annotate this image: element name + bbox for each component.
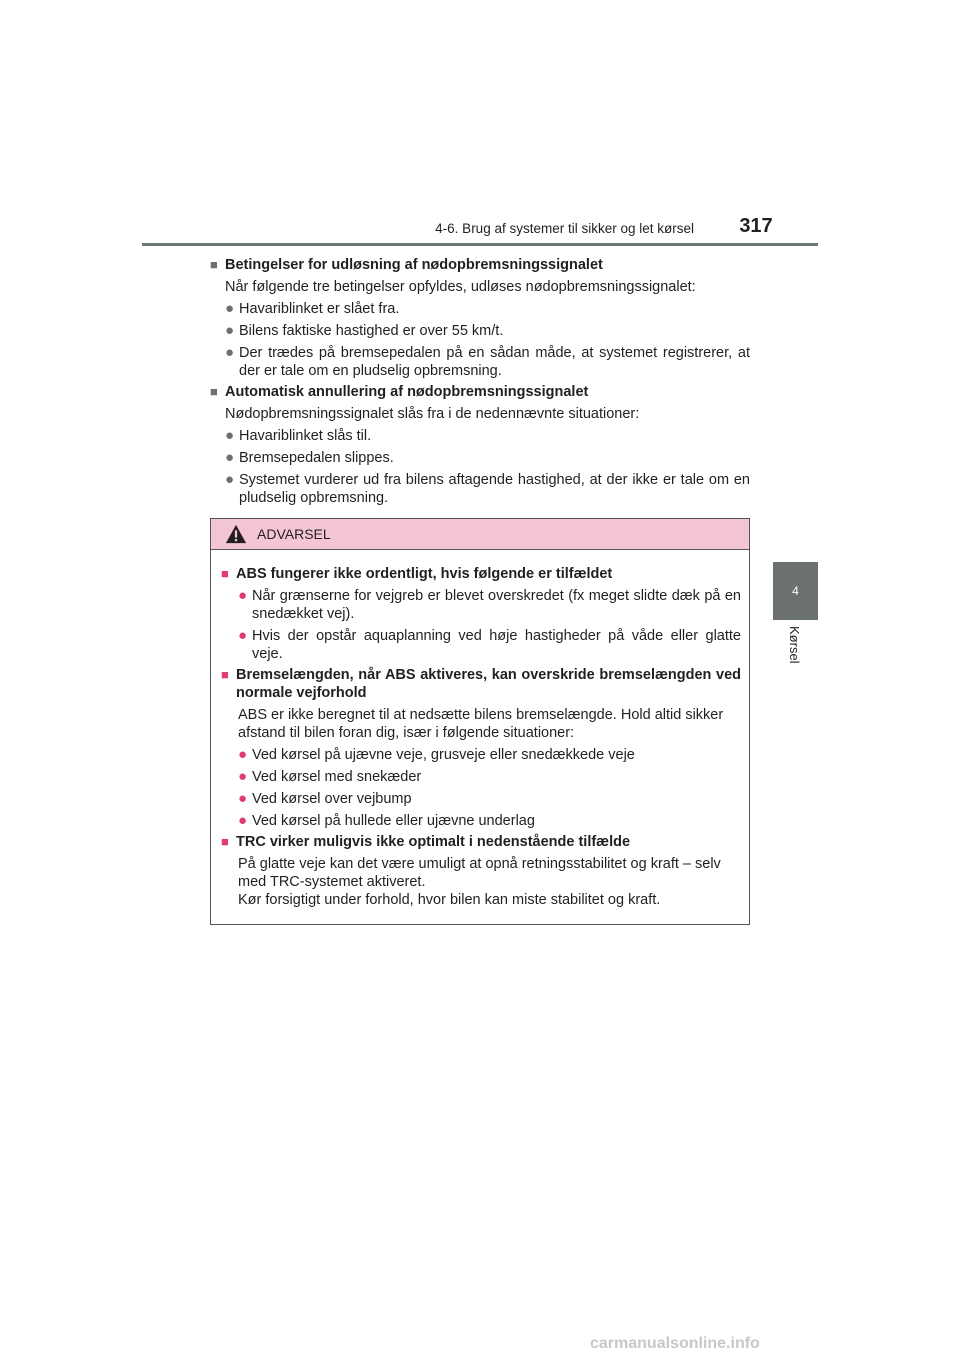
page-number: 317 <box>739 215 773 237</box>
list-item: ● Hvis der opstår aquaplanning ved høje hastigheder på våde eller glatte veje. <box>238 627 741 662</box>
circle-bullet-icon: ● <box>225 427 235 444</box>
circle-bullet-icon: ● <box>225 449 235 466</box>
circle-bullet-icon: ● <box>225 471 235 488</box>
list-item: ● Systemet vurderer ud fra bilens aftagende hastighed, at der ikke er tale om en pludselig opbremsning. <box>225 471 750 506</box>
list-item: ● Ved kørsel med snekæder <box>238 768 422 785</box>
warning-header <box>211 519 749 550</box>
circle-bullet-icon: ● <box>225 344 235 361</box>
circle-bullet-icon: ● <box>238 746 248 763</box>
circle-bullet-icon: ● <box>238 790 248 807</box>
list-item: ● Ved kørsel på hullede eller ujævne underlag <box>238 812 535 829</box>
circle-bullet-icon: ● <box>225 300 235 317</box>
list-item: ● Ved kørsel over vejbump <box>238 790 412 807</box>
square-bullet-icon: ■ <box>210 384 218 399</box>
list-item: ● Der trædes på bremsepedalen på en sådan måde, at systemet registrerer, at der er tale om en pludselig opbremsning. <box>225 344 750 379</box>
warning-title: ADVARSEL <box>257 526 331 542</box>
paragraph: Når følgende tre betingelser opfyldes, udløses nødopbremsningssignalet: <box>225 279 696 295</box>
circle-bullet-icon: ● <box>238 812 248 829</box>
list-item: ● Ved kørsel på ujævne veje, grusveje eller snedækkede veje <box>238 746 635 763</box>
warning-body <box>211 550 749 909</box>
paragraph: Nødopbremsningssignalet slås fra i de nedennævnte situationer: <box>225 406 640 422</box>
list-item: ● Når grænserne for vejgreb er blevet overskredet (fx meget slidte dæk på en snedækket vej). <box>238 587 741 622</box>
main-content <box>210 253 750 507</box>
header-divider <box>142 243 818 246</box>
square-bullet-icon: ■ <box>221 667 229 682</box>
circle-bullet-icon: ● <box>238 768 248 785</box>
paragraph: Kør forsigtigt under forhold, hvor bilen kan miste stabilitet og kraft. <box>238 892 661 908</box>
section-title: 4-6. Brug af systemer til sikker og let kørsel <box>435 221 694 236</box>
section-heading: ■ Automatisk annullering af nødopbremsningssignalet <box>210 384 589 400</box>
square-bullet-icon: ■ <box>221 566 229 581</box>
square-bullet-icon: ■ <box>210 257 218 272</box>
warning-box <box>210 518 750 925</box>
warning-heading: ■ ABS fungerer ikke ordentligt, hvis følgende er tilfældet <box>221 566 613 582</box>
square-bullet-icon: ■ <box>221 834 229 849</box>
circle-bullet-icon: ● <box>238 587 248 604</box>
list-item: ● Bilens faktiske hastighed er over 55 km/t. <box>225 322 504 339</box>
paragraph: ABS er ikke beregnet til at nedsætte bilens bremselængde. Hold altid sikker afstand til bilen foran dig, især i følgende situationer: <box>238 707 724 741</box>
list-item: ● Havariblinket slås til. <box>225 427 372 444</box>
list-item: ● Havariblinket er slået fra. <box>225 300 400 317</box>
circle-bullet-icon: ● <box>225 322 235 339</box>
section-heading: ■ Betingelser for udløsning af nødopbremsningssignalet <box>210 257 603 273</box>
warning-triangle-icon <box>225 523 247 545</box>
circle-bullet-icon: ● <box>238 627 248 644</box>
warning-heading: ■ TRC virker muligvis ikke optimalt i nedenstående tilfælde <box>221 834 631 850</box>
chapter-label: Kørsel <box>787 626 802 664</box>
chapter-tab[interactable] <box>773 562 818 620</box>
chapter-number: 4 <box>792 584 799 598</box>
watermark[interactable]: carmanualsonline.info <box>590 1335 760 1352</box>
paragraph: På glatte veje kan det være umuligt at opnå retningsstabilitet og kraft – selv med TRC-systemet aktiveret. <box>238 856 721 890</box>
warning-heading: ■ Bremselængden, når ABS aktiveres, kan overskride bremselængden ved normale vejforhold <box>221 667 741 701</box>
list-item: ● Bremsepedalen slippes. <box>225 449 394 466</box>
